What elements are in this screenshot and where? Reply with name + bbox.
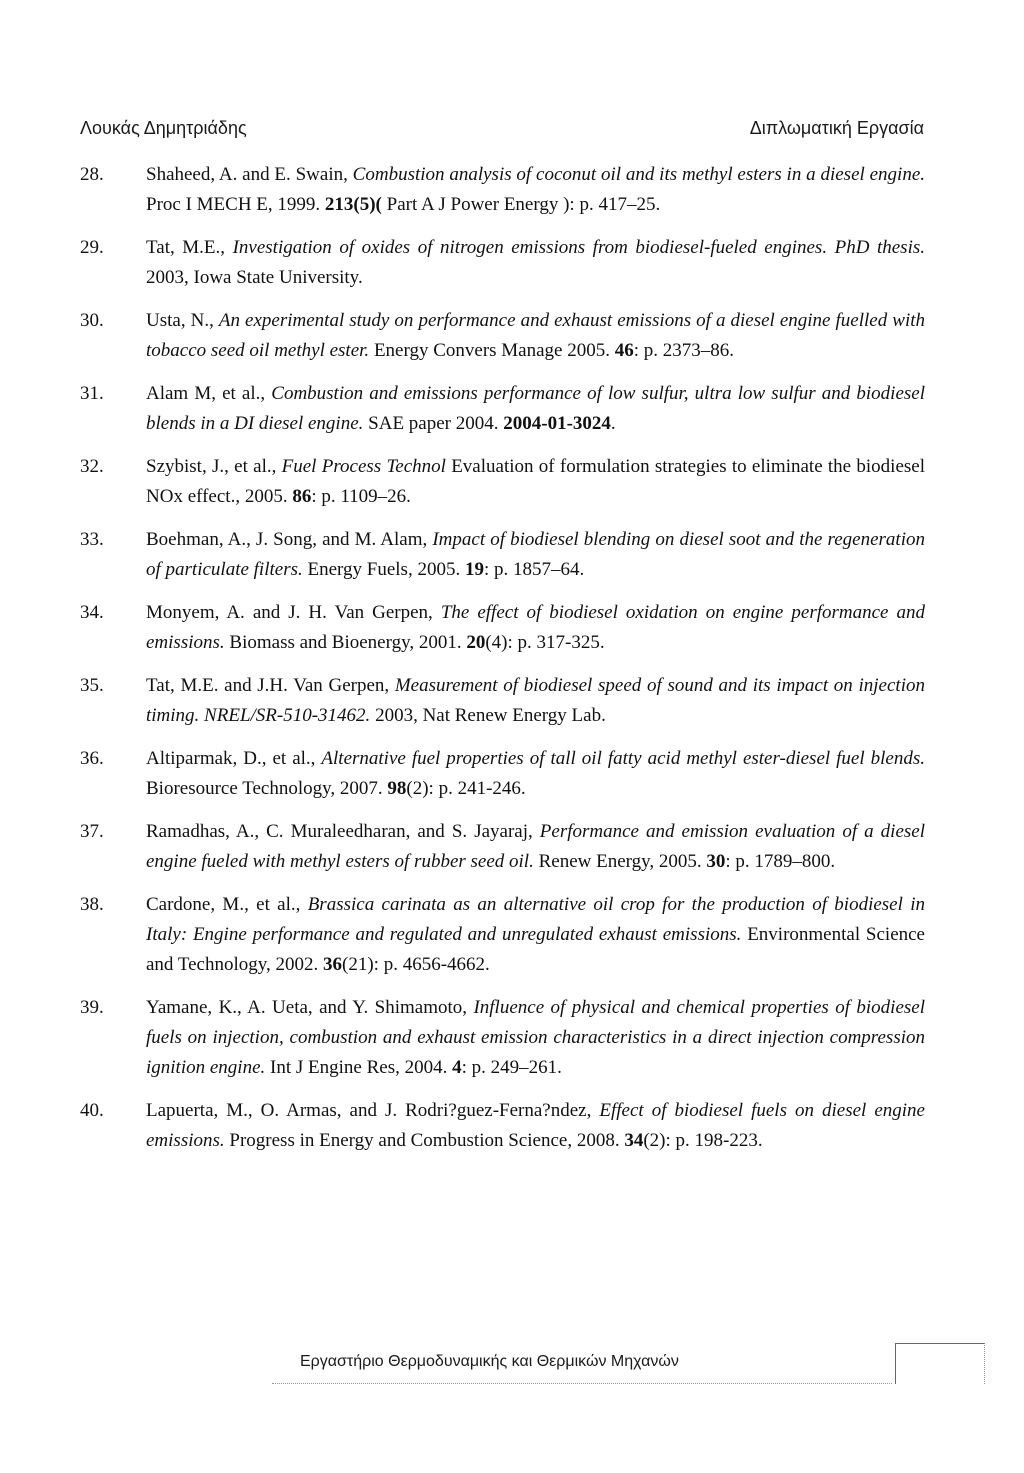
reference-text: Bioresource Technology, 2007. bbox=[146, 778, 388, 799]
reference-volume: 30 bbox=[706, 851, 726, 872]
reference-text: . bbox=[610, 413, 616, 434]
reference-text: Boehman, A., J. Song, and M. Alam, bbox=[146, 529, 433, 550]
reference-entry bbox=[80, 525, 925, 585]
reference-text: Tat, M.E., bbox=[146, 237, 233, 258]
reference-volume: 34 bbox=[624, 1130, 644, 1151]
reference-volume: 213(5)( bbox=[324, 194, 382, 215]
reference-title: Fuel Process Technol bbox=[281, 456, 446, 477]
reference-entry bbox=[80, 306, 925, 366]
reference-number: 30. bbox=[80, 310, 104, 331]
reference-title: Combustion and emissions performance of low sulfur, ultra low sulfur and biodiesel blends in a DI diesel engine. bbox=[146, 383, 925, 434]
header-author: Λουκάς Δημητριάδης bbox=[80, 118, 247, 138]
reference-text: Tat, M.E. and J.H. Van Gerpen, bbox=[146, 675, 395, 696]
reference-volume: 46 bbox=[614, 340, 634, 361]
reference-title: Effect of biodiesel fuels on diesel engine emissions. bbox=[146, 1100, 925, 1151]
reference-number: 39. bbox=[80, 997, 104, 1018]
reference-entry bbox=[80, 817, 925, 877]
reference-text: Energy Convers Manage 2005. bbox=[369, 340, 615, 361]
reference-volume: 2004-01-3024 bbox=[503, 413, 611, 434]
reference-text: : p. 1857–64. bbox=[483, 559, 585, 580]
reference-text: Szybist, J., et al., bbox=[146, 456, 282, 477]
header-document-type: Διπλωματική Εργασία bbox=[749, 118, 924, 138]
reference-text: (2): p. 241-246. bbox=[406, 778, 526, 799]
reference-title: Combustion analysis of coconut oil and its methyl esters in a diesel engine. bbox=[352, 164, 925, 185]
footer-rule bbox=[272, 1383, 892, 1384]
reference-volume: 20 bbox=[466, 632, 486, 653]
reference-list bbox=[80, 160, 925, 1156]
reference-number: 40. bbox=[80, 1100, 104, 1121]
reference-number: 29. bbox=[80, 237, 104, 258]
reference-title: Performance and emission evaluation of a diesel engine fueled with methyl esters of rubber seed oil. bbox=[146, 821, 925, 872]
reference-entry bbox=[80, 671, 925, 731]
reference-text: Shaheed, A. and E. Swain, bbox=[146, 164, 353, 185]
reference-title: An experimental study on performance and exhaust emissions of a diesel engine fuelled with tobacco seed oil methyl ester. bbox=[146, 310, 925, 361]
reference-text: (21): p. 4656-4662. bbox=[342, 954, 490, 975]
reference-entry bbox=[80, 744, 925, 804]
reference-volume: 19 bbox=[464, 559, 484, 580]
reference-title: Alternative fuel properties of tall oil fatty acid methyl ester-diesel fuel blends. bbox=[321, 748, 925, 769]
reference-text: : p. 2373–86. bbox=[633, 340, 735, 361]
reference-text: Monyem, A. and J. H. Van Gerpen, bbox=[146, 602, 441, 623]
reference-entry bbox=[80, 1096, 925, 1156]
reference-text: Part A J Power Energy ): p. 417–25. bbox=[381, 194, 661, 215]
reference-text: Altiparmak, D., et al., bbox=[146, 748, 322, 769]
reference-number: 31. bbox=[80, 383, 104, 404]
reference-title: Influence of physical and chemical properties of biodiesel fuels on injection, combustion and exhaust emission characteristics in a direct injection compression ignition engine. bbox=[146, 997, 925, 1078]
reference-text: Energy Fuels, 2005. bbox=[302, 559, 465, 580]
reference-text: Usta, N., bbox=[146, 310, 219, 331]
reference-text: 2003, Nat Renew Energy Lab. bbox=[370, 705, 606, 726]
reference-volume: 36 bbox=[323, 954, 343, 975]
reference-text: Renew Energy, 2005. bbox=[533, 851, 707, 872]
reference-text: Progress in Energy and Combustion Science, 2008. bbox=[224, 1130, 625, 1151]
reference-text: (4): p. 317-325. bbox=[485, 632, 605, 653]
reference-entry bbox=[80, 890, 925, 980]
reference-text: Cardone, M., et al., bbox=[146, 894, 308, 915]
reference-text: Int J Engine Res, 2004. bbox=[265, 1057, 453, 1078]
reference-text: SAE paper 2004. bbox=[363, 413, 504, 434]
reference-volume: 4 bbox=[452, 1057, 462, 1078]
reference-text: 2003, Iowa State University. bbox=[146, 267, 363, 288]
reference-entry bbox=[80, 452, 925, 512]
reference-text: Environmental Science and Technology, 2002. bbox=[146, 924, 925, 975]
reference-number: 36. bbox=[80, 748, 104, 769]
reference-title: Measurement of biodiesel speed of sound and its impact on injection timing. NREL/SR-510-31462. bbox=[146, 675, 925, 726]
reference-number: 33. bbox=[80, 529, 104, 550]
reference-volume: 98 bbox=[387, 778, 407, 799]
reference-text: Ramadhas, A., C. Muraleedharan, and S. Jayaraj, bbox=[146, 821, 540, 842]
reference-entry bbox=[80, 598, 925, 658]
reference-text: Lapuerta, M., O. Armas, and J. Rodri?guez-Ferna?ndez, bbox=[146, 1100, 600, 1121]
reference-number: 38. bbox=[80, 894, 104, 915]
reference-title: Investigation of oxides of nitrogen emissions from biodiesel-fueled engines. PhD thesis. bbox=[232, 237, 925, 258]
reference-text: : p. 1109–26. bbox=[311, 486, 411, 507]
footer-lab-name: Εργαστήριο Θερμοδυναμικής και Θερμικών Μηχανών bbox=[300, 1353, 679, 1370]
reference-entry bbox=[80, 233, 925, 293]
reference-number: 34. bbox=[80, 602, 104, 623]
reference-number: 35. bbox=[80, 675, 104, 696]
reference-title: Impact of biodiesel blending on diesel soot and the regeneration of particulate filters. bbox=[146, 529, 925, 580]
reference-number: 32. bbox=[80, 456, 104, 477]
reference-text: Proc I MECH E, 1999. bbox=[146, 194, 325, 215]
reference-text: Yamane, K., A. Ueta, and Y. Shimamoto, bbox=[146, 997, 474, 1018]
reference-text: Evaluation of formulation strategies to eliminate the biodiesel NOx effect., 2005. bbox=[146, 456, 925, 507]
reference-text: Alam M, et al., bbox=[146, 383, 272, 404]
reference-text: (2): p. 198-223. bbox=[643, 1130, 763, 1151]
reference-number: 37. bbox=[80, 821, 104, 842]
reference-entry bbox=[80, 993, 925, 1083]
reference-number: 28. bbox=[80, 164, 104, 185]
reference-text: Biomass and Bioenergy, 2001. bbox=[224, 632, 467, 653]
reference-entry bbox=[80, 160, 925, 220]
page-number-box bbox=[895, 1343, 985, 1384]
reference-text: : p. 249–261. bbox=[461, 1057, 562, 1078]
reference-title: The effect of biodiesel oxidation on engine performance and emissions. bbox=[146, 602, 925, 653]
reference-title: Brassica carinata as an alternative oil crop for the production of biodiesel in Italy: Engine performance and regulated and unregulated exhaust emissions. bbox=[146, 894, 925, 945]
reference-volume: 86 bbox=[292, 486, 312, 507]
reference-entry bbox=[80, 379, 925, 439]
reference-text: : p. 1789–800. bbox=[725, 851, 836, 872]
